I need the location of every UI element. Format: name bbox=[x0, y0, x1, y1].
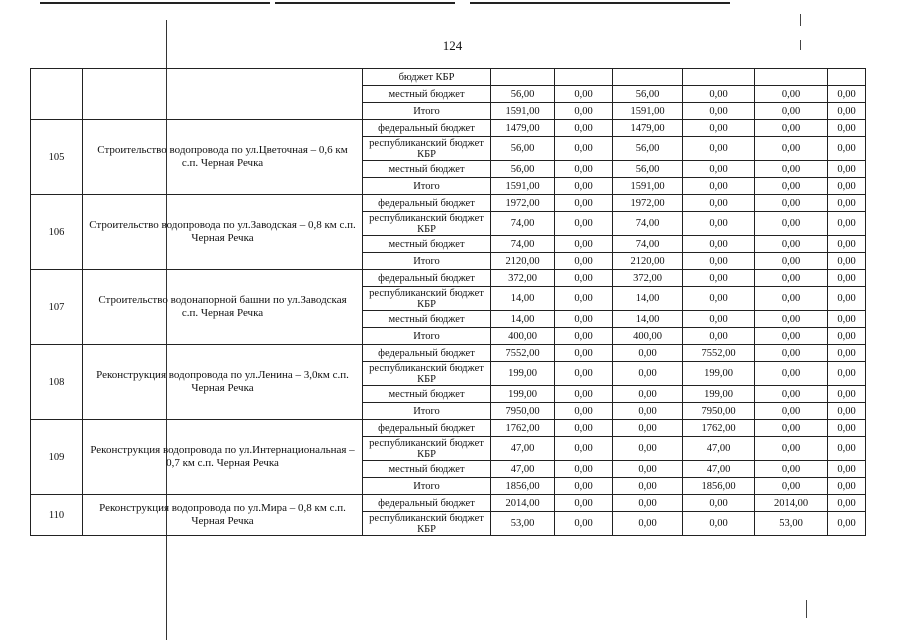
amount-cell bbox=[755, 69, 828, 86]
amount-cell bbox=[683, 69, 755, 86]
amount-cell: 0,00 bbox=[683, 287, 755, 311]
amount-cell: 0,00 bbox=[613, 386, 683, 403]
amount-cell: 0,00 bbox=[555, 478, 613, 495]
amount-cell: 0,00 bbox=[683, 236, 755, 253]
amount-cell: 0,00 bbox=[555, 103, 613, 120]
funding-source: Итого bbox=[363, 403, 491, 420]
amount-cell: 199,00 bbox=[491, 386, 555, 403]
amount-cell: 0,00 bbox=[828, 461, 866, 478]
amount-cell: 0,00 bbox=[755, 403, 828, 420]
amount-cell: 0,00 bbox=[555, 195, 613, 212]
funding-source: республиканский бюджет КБР bbox=[363, 437, 491, 461]
amount-cell: 0,00 bbox=[555, 212, 613, 236]
amount-cell: 1479,00 bbox=[491, 120, 555, 137]
amount-cell: 14,00 bbox=[613, 287, 683, 311]
amount-cell: 0,00 bbox=[828, 345, 866, 362]
amount-cell: 56,00 bbox=[613, 137, 683, 161]
amount-cell: 0,00 bbox=[613, 437, 683, 461]
amount-cell: 56,00 bbox=[491, 86, 555, 103]
scan-mark bbox=[800, 14, 801, 26]
amount-cell: 47,00 bbox=[491, 461, 555, 478]
scan-mark bbox=[806, 600, 807, 618]
amount-cell: 56,00 bbox=[613, 161, 683, 178]
entry-name: Строительство водонапорной башни по ул.Заводская с.п. Черная Речка bbox=[83, 270, 363, 345]
amount-cell: 0,00 bbox=[683, 86, 755, 103]
amount-cell: 7950,00 bbox=[683, 403, 755, 420]
amount-cell bbox=[555, 69, 613, 86]
amount-cell: 0,00 bbox=[755, 270, 828, 287]
amount-cell: 1591,00 bbox=[491, 103, 555, 120]
funding-source: местный бюджет bbox=[363, 236, 491, 253]
funding-source: местный бюджет bbox=[363, 311, 491, 328]
amount-cell: 0,00 bbox=[555, 287, 613, 311]
funding-source: республиканский бюджет КБР bbox=[363, 212, 491, 236]
amount-cell: 0,00 bbox=[828, 362, 866, 386]
amount-cell: 0,00 bbox=[555, 86, 613, 103]
amount-cell: 400,00 bbox=[613, 328, 683, 345]
amount-cell: 0,00 bbox=[613, 362, 683, 386]
amount-cell: 0,00 bbox=[755, 328, 828, 345]
amount-cell: 0,00 bbox=[755, 386, 828, 403]
amount-cell: 0,00 bbox=[683, 212, 755, 236]
amount-cell: 7950,00 bbox=[491, 403, 555, 420]
amount-cell: 74,00 bbox=[491, 212, 555, 236]
amount-cell: 0,00 bbox=[683, 161, 755, 178]
funding-source: местный бюджет bbox=[363, 161, 491, 178]
amount-cell: 0,00 bbox=[828, 512, 866, 536]
funding-source: республиканский бюджет КБР bbox=[363, 287, 491, 311]
amount-cell: 0,00 bbox=[828, 478, 866, 495]
amount-cell: 0,00 bbox=[683, 137, 755, 161]
amount-cell: 0,00 bbox=[555, 270, 613, 287]
amount-cell: 0,00 bbox=[828, 311, 866, 328]
amount-cell: 0,00 bbox=[828, 120, 866, 137]
amount-cell: 0,00 bbox=[613, 461, 683, 478]
amount-cell: 0,00 bbox=[755, 420, 828, 437]
entry-name: Реконструкция водопровода по ул.Мира – 0,8 км с.п. Черная Речка bbox=[83, 495, 363, 536]
amount-cell: 0,00 bbox=[755, 195, 828, 212]
entry-name: Реконструкция водопровода по ул.Ленина – 3,0км с.п. Черная Речка bbox=[83, 345, 363, 420]
amount-cell: 0,00 bbox=[613, 403, 683, 420]
amount-cell: 56,00 bbox=[613, 86, 683, 103]
financing-table bbox=[30, 68, 866, 536]
amount-cell: 0,00 bbox=[755, 461, 828, 478]
amount-cell: 1972,00 bbox=[613, 195, 683, 212]
funding-source: федеральный бюджет bbox=[363, 345, 491, 362]
entry-name-cell bbox=[83, 69, 363, 120]
amount-cell: 0,00 bbox=[755, 362, 828, 386]
amount-cell: 0,00 bbox=[555, 362, 613, 386]
amount-cell: 0,00 bbox=[828, 270, 866, 287]
amount-cell: 199,00 bbox=[683, 362, 755, 386]
amount-cell: 1762,00 bbox=[683, 420, 755, 437]
amount-cell: 0,00 bbox=[683, 195, 755, 212]
amount-cell: 0,00 bbox=[755, 236, 828, 253]
entry-number: 107 bbox=[31, 270, 83, 345]
funding-source: республиканский бюджет КБР bbox=[363, 362, 491, 386]
amount-cell: 56,00 bbox=[491, 137, 555, 161]
entry-number: 105 bbox=[31, 120, 83, 195]
funding-source: местный бюджет bbox=[363, 86, 491, 103]
amount-cell: 0,00 bbox=[828, 403, 866, 420]
amount-cell: 1591,00 bbox=[491, 178, 555, 195]
amount-cell: 0,00 bbox=[683, 512, 755, 536]
amount-cell: 0,00 bbox=[755, 137, 828, 161]
amount-cell: 0,00 bbox=[555, 120, 613, 137]
amount-cell: 1856,00 bbox=[683, 478, 755, 495]
amount-cell: 14,00 bbox=[491, 287, 555, 311]
amount-cell: 0,00 bbox=[683, 311, 755, 328]
amount-cell: 372,00 bbox=[491, 270, 555, 287]
amount-cell: 0,00 bbox=[555, 328, 613, 345]
amount-cell: 47,00 bbox=[491, 437, 555, 461]
amount-cell: 0,00 bbox=[755, 161, 828, 178]
amount-cell: 0,00 bbox=[683, 103, 755, 120]
entry-number-cell bbox=[31, 69, 83, 120]
amount-cell: 1856,00 bbox=[491, 478, 555, 495]
amount-cell: 7552,00 bbox=[491, 345, 555, 362]
amount-cell: 0,00 bbox=[828, 195, 866, 212]
amount-cell: 0,00 bbox=[683, 495, 755, 512]
entry-number: 108 bbox=[31, 345, 83, 420]
funding-source: Итого bbox=[363, 478, 491, 495]
funding-source: местный бюджет bbox=[363, 461, 491, 478]
amount-cell: 56,00 bbox=[491, 161, 555, 178]
entry-number: 109 bbox=[31, 420, 83, 495]
amount-cell: 0,00 bbox=[683, 120, 755, 137]
funding-source: федеральный бюджет bbox=[363, 120, 491, 137]
amount-cell: 1591,00 bbox=[613, 103, 683, 120]
funding-source: Итого bbox=[363, 178, 491, 195]
amount-cell: 2120,00 bbox=[613, 253, 683, 270]
amount-cell: 0,00 bbox=[555, 137, 613, 161]
amount-cell: 0,00 bbox=[755, 120, 828, 137]
amount-cell: 0,00 bbox=[755, 86, 828, 103]
amount-cell: 0,00 bbox=[613, 495, 683, 512]
amount-cell: 372,00 bbox=[613, 270, 683, 287]
amount-cell: 0,00 bbox=[555, 311, 613, 328]
amount-cell: 0,00 bbox=[828, 420, 866, 437]
amount-cell: 1591,00 bbox=[613, 178, 683, 195]
amount-cell: 14,00 bbox=[613, 311, 683, 328]
table-row bbox=[31, 420, 866, 437]
funding-source: республиканский бюджет КБР bbox=[363, 512, 491, 536]
amount-cell: 0,00 bbox=[555, 437, 613, 461]
amount-cell: 0,00 bbox=[613, 512, 683, 536]
amount-cell: 199,00 bbox=[491, 362, 555, 386]
amount-cell: 0,00 bbox=[555, 512, 613, 536]
amount-cell: 0,00 bbox=[828, 253, 866, 270]
amount-cell: 0,00 bbox=[555, 403, 613, 420]
amount-cell: 0,00 bbox=[555, 345, 613, 362]
amount-cell: 0,00 bbox=[828, 495, 866, 512]
amount-cell: 0,00 bbox=[828, 86, 866, 103]
funding-source: республиканский бюджет КБР bbox=[363, 137, 491, 161]
amount-cell: 0,00 bbox=[683, 328, 755, 345]
amount-cell: 7552,00 bbox=[683, 345, 755, 362]
entry-name: Реконструкция водопровода по ул.Интернациональная – 0,7 км с.п. Черная Речка bbox=[83, 420, 363, 495]
amount-cell: 0,00 bbox=[828, 236, 866, 253]
amount-cell: 0,00 bbox=[555, 178, 613, 195]
entry-name: Строительство водопровода по ул.Цветочная – 0,6 км с.п. Черная Речка bbox=[83, 120, 363, 195]
page-number: 124 bbox=[442, 38, 463, 53]
amount-cell: 2120,00 bbox=[491, 253, 555, 270]
table-row bbox=[31, 195, 866, 212]
entry-number: 106 bbox=[31, 195, 83, 270]
entry-number: 110 bbox=[31, 495, 83, 536]
amount-cell: 0,00 bbox=[828, 212, 866, 236]
amount-cell bbox=[613, 69, 683, 86]
amount-cell: 0,00 bbox=[555, 236, 613, 253]
amount-cell: 0,00 bbox=[555, 161, 613, 178]
funding-source: федеральный бюджет bbox=[363, 420, 491, 437]
amount-cell: 0,00 bbox=[828, 103, 866, 120]
amount-cell: 0,00 bbox=[683, 270, 755, 287]
amount-cell: 0,00 bbox=[755, 212, 828, 236]
amount-cell bbox=[491, 69, 555, 86]
amount-cell: 47,00 bbox=[683, 461, 755, 478]
amount-cell: 0,00 bbox=[555, 495, 613, 512]
table-row bbox=[31, 69, 866, 86]
amount-cell: 0,00 bbox=[555, 386, 613, 403]
funding-source: местный бюджет bbox=[363, 386, 491, 403]
amount-cell: 0,00 bbox=[613, 345, 683, 362]
amount-cell: 0,00 bbox=[555, 461, 613, 478]
amount-cell: 47,00 bbox=[683, 437, 755, 461]
amount-cell: 2014,00 bbox=[755, 495, 828, 512]
funding-source: федеральный бюджет bbox=[363, 495, 491, 512]
funding-source: федеральный бюджет bbox=[363, 195, 491, 212]
amount-cell: 1762,00 bbox=[491, 420, 555, 437]
table-row bbox=[31, 345, 866, 362]
amount-cell: 0,00 bbox=[828, 437, 866, 461]
amount-cell: 74,00 bbox=[613, 212, 683, 236]
funding-source: федеральный бюджет bbox=[363, 270, 491, 287]
amount-cell: 0,00 bbox=[755, 253, 828, 270]
amount-cell: 0,00 bbox=[613, 478, 683, 495]
amount-cell: 2014,00 bbox=[491, 495, 555, 512]
amount-cell: 0,00 bbox=[555, 420, 613, 437]
amount-cell: 53,00 bbox=[491, 512, 555, 536]
funding-source: Итого bbox=[363, 103, 491, 120]
amount-cell: 0,00 bbox=[828, 328, 866, 345]
table-row bbox=[31, 120, 866, 137]
scan-top-line bbox=[470, 2, 730, 4]
table-row bbox=[31, 495, 866, 512]
amount-cell: 0,00 bbox=[755, 345, 828, 362]
table-row bbox=[31, 270, 866, 287]
amount-cell: 14,00 bbox=[491, 311, 555, 328]
entry-name: Строительство водопровода по ул.Заводская – 0,8 км с.п. Черная Речка bbox=[83, 195, 363, 270]
amount-cell: 0,00 bbox=[555, 253, 613, 270]
amount-cell: 0,00 bbox=[755, 437, 828, 461]
amount-cell: 1972,00 bbox=[491, 195, 555, 212]
amount-cell: 74,00 bbox=[491, 236, 555, 253]
amount-cell: 0,00 bbox=[828, 386, 866, 403]
funding-source: Итого bbox=[363, 328, 491, 345]
amount-cell: 0,00 bbox=[683, 253, 755, 270]
funding-source: Итого bbox=[363, 253, 491, 270]
amount-cell: 0,00 bbox=[828, 137, 866, 161]
amount-cell: 0,00 bbox=[755, 478, 828, 495]
scan-top-line bbox=[275, 2, 455, 4]
amount-cell bbox=[828, 69, 866, 86]
amount-cell: 74,00 bbox=[613, 236, 683, 253]
amount-cell: 0,00 bbox=[613, 420, 683, 437]
amount-cell: 1479,00 bbox=[613, 120, 683, 137]
amount-cell: 0,00 bbox=[828, 178, 866, 195]
amount-cell: 0,00 bbox=[683, 178, 755, 195]
amount-cell: 199,00 bbox=[683, 386, 755, 403]
amount-cell: 53,00 bbox=[755, 512, 828, 536]
amount-cell: 0,00 bbox=[755, 178, 828, 195]
amount-cell: 0,00 bbox=[755, 311, 828, 328]
amount-cell: 0,00 bbox=[828, 161, 866, 178]
funding-source: бюджет КБР bbox=[363, 69, 491, 86]
amount-cell: 0,00 bbox=[755, 103, 828, 120]
scan-top-line bbox=[40, 2, 270, 4]
amount-cell: 0,00 bbox=[828, 287, 866, 311]
amount-cell: 0,00 bbox=[755, 287, 828, 311]
amount-cell: 400,00 bbox=[491, 328, 555, 345]
